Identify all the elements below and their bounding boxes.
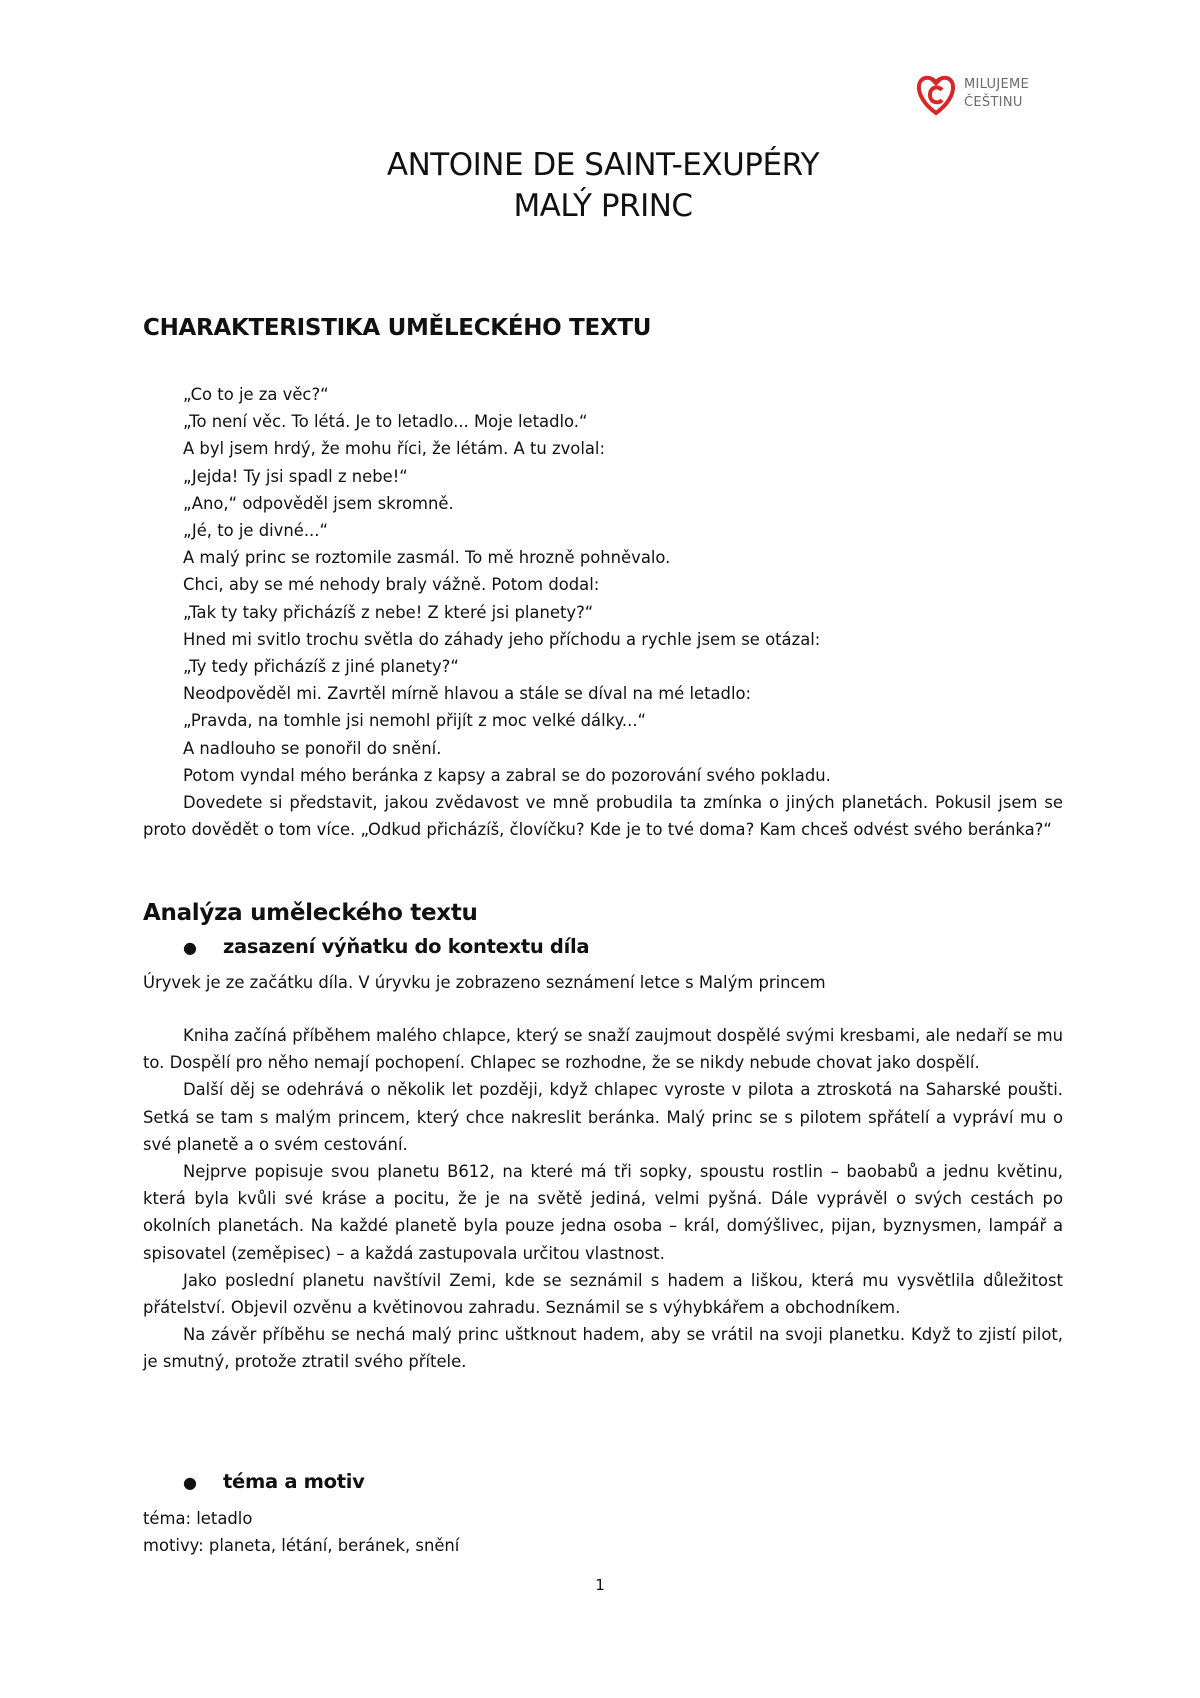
logo-text	[964, 76, 1029, 112]
bullet-icon: ●	[183, 1473, 197, 1492]
quote-line: „Jé, to je divné...“	[183, 521, 328, 541]
story-paragraph: Další děj se odehrává o několik let později, když chlapec vyroste v pilota a ztroskotá na Saharské poušti. Setká se tam s malým princem, který chce nakreslit beránka. Malý princ se s pilotem spřátelí a vypráví mu o své planetě a o svém cestování.	[143, 1080, 1063, 1154]
quote-line: Hned mi svitlo trochu světla do záhady jeho příchodu a rychle jsem se otázal:	[183, 629, 821, 649]
bullet-context	[143, 935, 589, 958]
story-paragraph: Nejprve popisuje svou planetu B612, na které má tři sopky, spoustu rostlin – baobabů a jednu květinu, která byla kvůli své kráse a pocitu, že je na světě jediná, velmi pyšná. Dále vyprávěl o svých cestách po okolních planetách. Na každé planetě byla pouze jedna osoba – král, domýšlivec, pijan, byznysmen, lampář a spisovatel (zeměpisec) – a každá zastupovala určitou vlastnost.	[143, 1162, 1063, 1263]
bullet-label: zasazení výňatku do kontextu díla	[223, 935, 590, 958]
logo	[916, 72, 1029, 116]
bullet-label: téma a motiv	[223, 1470, 365, 1493]
quote-line: A byl jsem hrdý, že mohu říci, že létám. A tu zvolal:	[183, 439, 606, 459]
story-paragraph: Kniha začíná příběhem malého chlapce, který se snaží zaujmout dospělé svými kresbami, ale nedaří se mu to. Dospělí pro něho nemají pochopení. Chlapec se rozhodne, že se nikdy nebude chovat jako dospělí.	[143, 1026, 1064, 1073]
bullet-theme-motif	[143, 1470, 365, 1493]
excerpt-placement: Úryvek je ze začátku díla. V úryvku je zobrazeno seznámení letce s Malým princem	[143, 973, 826, 992]
quote-line: Neodpověděl mi. Zavrtěl mírně hlavou a stále se díval na mé letadlo:	[183, 684, 752, 704]
theme-line: téma: letadlo	[143, 1509, 253, 1528]
theme-motif-list	[143, 1505, 459, 1559]
logo-line1: MILUJEME	[964, 77, 1030, 92]
document-body	[143, 145, 1064, 1556]
story-summary	[143, 1022, 1063, 1376]
quote-line: Potom vyndal mého beránka z kapsy a zabral se do pozorování svého pokladu.	[183, 765, 831, 785]
title-book: MALÝ PRINC	[513, 188, 693, 224]
document-title	[143, 145, 1063, 227]
quote-line: A malý princ se roztomile zasmál. To mě hrozně pohněvalo.	[183, 548, 671, 568]
motifs-line: motivy: planeta, létání, beránek, snění	[143, 1536, 460, 1556]
title-author: ANTOINE DE SAINT-EXUPÉRY	[386, 147, 820, 183]
story-paragraph: Na závěr příběhu se nechá malý princ uštknout hadem, aby se vrátil na svoji planetku. Když to zjistí pilot, je smutný, protože ztratil svého přítele.	[143, 1325, 1063, 1372]
section-heading-analysis: Analýza uměleckého textu	[143, 900, 478, 926]
quote-line: Chci, aby se mé nehody braly vážně. Potom dodal:	[183, 575, 600, 595]
page-number: 1	[595, 1576, 605, 1594]
logo-line2: ČEŠTINU	[964, 95, 1023, 110]
quote-line: „Ano,“ odpověděl jsem skromně.	[183, 493, 454, 513]
section-heading-characteristics: CHARAKTERISTIKA UMĚLECKÉHO TEXTU	[143, 315, 652, 341]
story-paragraph: Jako poslední planetu navštívil Zemi, kde se seznámil s hadem a liškou, která mu vysvětlila důležitost přátelství. Objevil ozvěnu a květinovou zahradu. Seznámil se s výhybkářem a obchodníkem.	[143, 1270, 1063, 1318]
quote-line: „Co to je za věc?“	[183, 385, 329, 404]
quote-line: A nadlouho se ponořil do snění.	[183, 738, 442, 758]
quote-line: „Jejda! Ty jsi spadl z nebe!“	[183, 466, 408, 486]
logo-mark-icon	[916, 72, 956, 116]
quote-line: „Pravda, na tomhle jsi nemohl přijít z moc velké dálky...“	[183, 711, 647, 731]
quote-line: „Tak ty taky přicházíš z nebe! Z které jsi planety?“	[183, 602, 594, 622]
quote-line: „To není věc. To létá. Je to letadlo... Moje letadlo.“	[183, 412, 588, 432]
excerpt-quote	[143, 381, 1063, 843]
quote-paragraph: Dovedete si představit, jakou zvědavost ve mně probudila ta zmínka o jiných planetách. Pokusil jsem se proto dovědět o tom více. „Odkud přicházíš, človíčku? Kde je to tvé doma? Kam chceš odvést svého beránka?“	[143, 793, 1063, 840]
bullet-icon: ●	[183, 938, 197, 957]
quote-line: „Ty tedy přicházíš z jiné planety?“	[183, 657, 459, 677]
